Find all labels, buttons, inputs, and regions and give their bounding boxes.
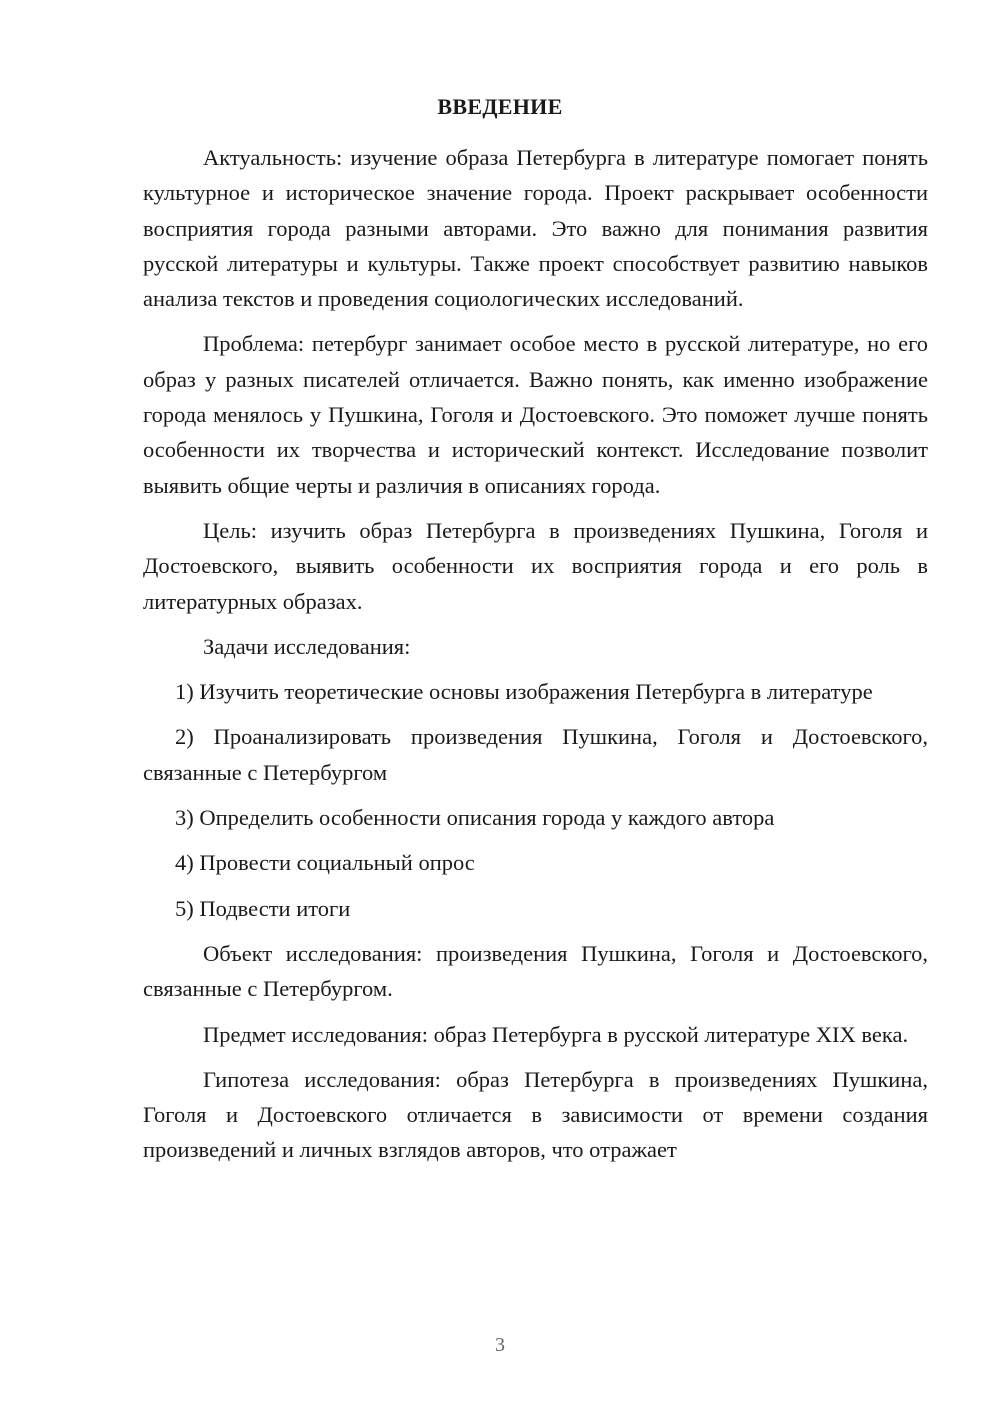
paragraph-relevance: Актуальность: изучение образа Петербурга в литературе помогает понять культурное и историческое значение города. Проект раскрывает особенности восприятия города разными авторами. Это важно для понимания развития русской литературы и культуры. Также проект способствует развитию навыков анализа текстов и проведения социологических исследований. [143, 145, 928, 312]
list-item: 4) Провести социальный опрос [175, 850, 475, 876]
page-number: 3 [495, 1334, 505, 1356]
paragraph-goal: Цель: изучить образ Петербурга в произведениях Пушкина, Гоголя и Достоевского, выявить особенности их восприятия города и его роль в литературных образах. [143, 517, 928, 614]
list-item: 5) Подвести итоги [175, 895, 351, 921]
list-item: 3) Определить особенности описания города у каждого автора [175, 805, 775, 831]
paragraph-subject: Предмет исследования: образ Петербурга в русской литературе XIX века. [203, 1021, 909, 1047]
paragraph-problem: Проблема: петербург занимает особое место в русской литературе, но его образ у разных писателей отличается. Важно понять, как именно изображение города менялось у Пушкина, Гоголя и Достоевского. Это поможет лучше понять особенности их творчества и исторический контекст. Исследование позволит выявить общие черты и различия в описаниях города. [143, 331, 928, 498]
section-title: ВВЕДЕНИЕ [437, 94, 563, 119]
paragraph-object: Объект исследования: произведения Пушкина, Гоголя и Достоевского, связанные с Петербургом. [143, 940, 928, 1002]
list-item: 1) Изучить теоретические основы изображения Петербурга в литературе [175, 679, 873, 705]
list-item: 2) Проанализировать произведения Пушкина, Гоголя и Достоевского, связанные с Петербургом [143, 724, 928, 785]
tasks-heading: Задачи исследования: [203, 633, 411, 659]
paragraph-hypothesis: Гипотеза исследования: образ Петербурга в произведениях Пушкина, Гоголя и Достоевского отличается в зависимости от времени создания произведений и личных взглядов авторов, что отражает [143, 1066, 928, 1163]
body-text [143, 140, 928, 1168]
